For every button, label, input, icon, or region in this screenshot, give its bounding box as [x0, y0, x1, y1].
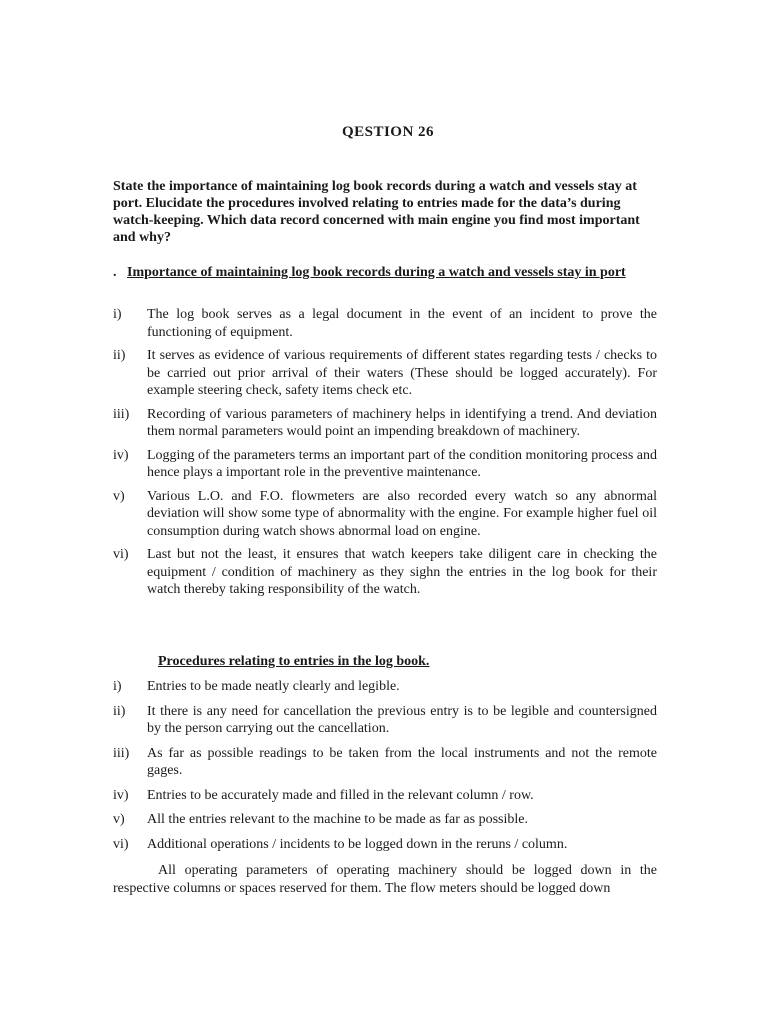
list-item	[113, 811, 657, 829]
list-item-number: ii)	[113, 348, 126, 363]
list-item	[113, 703, 657, 738]
list-item	[113, 546, 657, 599]
section-heading-procedures	[158, 653, 658, 670]
list-item-number: v)	[113, 812, 125, 827]
list-item-number: vi)	[113, 547, 129, 562]
list-item-number: vi)	[113, 836, 129, 852]
list-item	[113, 678, 657, 696]
section-heading-text: Importance of maintaining log book records during a watch and vessels stay in port	[127, 265, 626, 280]
section-heading-text: Procedures relating to entries in the log book.	[158, 654, 430, 669]
list-item-number: iii)	[113, 406, 130, 422]
list-item	[113, 787, 657, 805]
list-item-text: The log book serves as a legal document in the event of an incident to prove the functioning of equipment.	[147, 307, 657, 340]
list-item	[113, 836, 657, 854]
list-item	[113, 488, 657, 541]
list-item-number: i)	[113, 307, 122, 322]
section-heading-prefix: .	[113, 265, 117, 280]
question-text: State the importance of maintaining log book records during a watch and vessels stay at port. Elucidate the procedures involved relating to entries made for the data’s during watch-keeping. Which data record concerned with main engine you find most important and why?	[113, 179, 640, 245]
list-item-text: Entries to be accurately made and filled in the relevant column / row.	[147, 787, 534, 803]
list-item-text: It serves as evidence of various requirements of different states regarding tests / checks to be carried out prior arrival of their waters (These should be logged accurately). For example steering check, safety items check etc.	[147, 348, 657, 398]
closing-paragraph: All operating parameters of operating machinery should be logged down in the respective columns or spaces reserved for them. The flow meters should be logged down	[113, 863, 657, 896]
list-item-text: Recording of various parameters of machinery helps in identifying a trend. And deviation them normal parameters would point an impending breakdown of machinery.	[147, 406, 657, 439]
list-item-text: All the entries relevant to the machine to be made as far as possible.	[147, 812, 528, 827]
list-item	[113, 306, 657, 341]
list-item-number: iii)	[113, 745, 130, 761]
list-item-text: It there is any need for cancellation the previous entry is to be legible and countersigned by the person carrying out the cancellation.	[147, 703, 657, 736]
list-item-text: Last but not the least, it ensures that watch keepers take diligent care in checking the equipment / condition of machinery as they sighn the entries in the log book for their watch thereby taking responsibility of the watch.	[147, 547, 657, 597]
importance-list	[113, 306, 657, 605]
list-item-number: ii)	[113, 703, 126, 719]
list-item	[113, 447, 657, 482]
procedures-list	[113, 678, 657, 860]
list-item	[113, 745, 657, 780]
list-item-number: iv)	[113, 787, 129, 803]
list-item-text: Entries to be made neatly clearly and legible.	[147, 679, 400, 694]
page-title: QESTION 26	[341, 124, 435, 140]
list-item	[113, 347, 657, 400]
section-heading-importance	[113, 264, 657, 281]
list-item-number: v)	[113, 488, 125, 504]
list-item-number: iv)	[113, 447, 129, 463]
list-item-text: Logging of the parameters terms an important part of the condition monitoring process and hence plays a important role in the preventive maintenance.	[147, 447, 657, 480]
list-item-text: As far as possible readings to be taken from the local instruments and not the remote gages.	[147, 745, 657, 778]
list-item-number: i)	[113, 679, 122, 694]
list-item-text: Various L.O. and F.O. flowmeters are also recorded every watch so any abnormal deviation will show some type of abnormality with the engine. For example higher fuel oil consumption during watch shows abnormal load on engine.	[147, 488, 657, 539]
list-item	[113, 406, 657, 441]
list-item-text: Additional operations / incidents to be logged down in the reruns / column.	[147, 836, 568, 852]
